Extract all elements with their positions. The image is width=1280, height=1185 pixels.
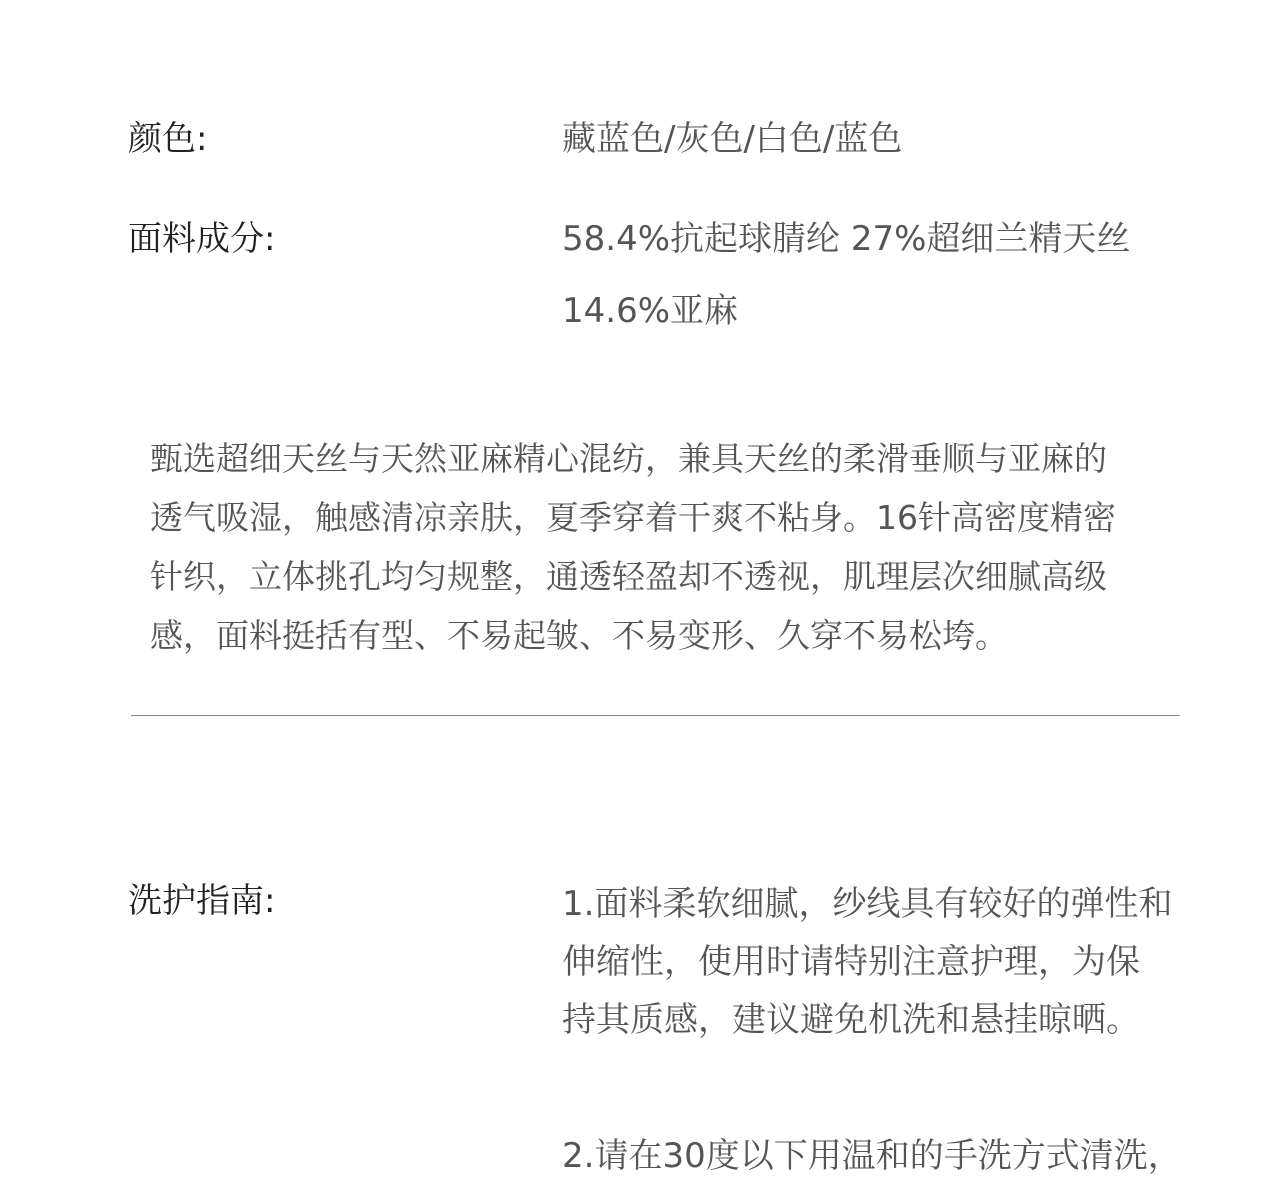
care-item-1-line: 伸缩性，使用时请特别注意护理，为保 bbox=[562, 942, 1140, 982]
section-divider bbox=[131, 715, 1180, 716]
color-label: 颜色: bbox=[128, 119, 208, 159]
description-line: 针织，立体挑孔均匀规整，通透轻盈却不透视，肌理层次细腻高级 bbox=[150, 557, 1107, 596]
fabric-line-2: 14.6%亚麻 bbox=[562, 291, 739, 331]
description-line: 感，面料挺括有型、不易起皱、不易变形、久穿不易松垮。 bbox=[150, 616, 1008, 655]
fabric-label: 面料成分: bbox=[128, 219, 276, 259]
description-line: 甄选超细天丝与天然亚麻精心混纺，兼具天丝的柔滑垂顺与亚麻的 bbox=[150, 439, 1107, 478]
fabric-line-1: 58.4%抗起球腈纶 27%超细兰精天丝 bbox=[562, 219, 1131, 259]
description-line: 透气吸湿，触感清凉亲肤，夏季穿着干爽不粘身。16针高密度精密 bbox=[150, 498, 1116, 537]
care-item-1 bbox=[562, 882, 1172, 1056]
care-item-2: 2.请在30度以下用温和的手洗方式清洗， bbox=[562, 1136, 1182, 1176]
fabric-description bbox=[150, 437, 1190, 673]
color-value bbox=[562, 118, 902, 190]
color-value-text: 藏蓝色/灰色/白色/蓝色 bbox=[562, 119, 903, 159]
care-item-1-line: 1.面料柔软细腻，纱线具有较好的弹性和 bbox=[562, 884, 1173, 924]
care-label: 洗护指南: bbox=[128, 881, 276, 921]
care-item-1-line: 持其质感，建议避免机洗和悬挂晾晒。 bbox=[562, 1000, 1140, 1040]
fabric-value bbox=[562, 218, 1130, 362]
